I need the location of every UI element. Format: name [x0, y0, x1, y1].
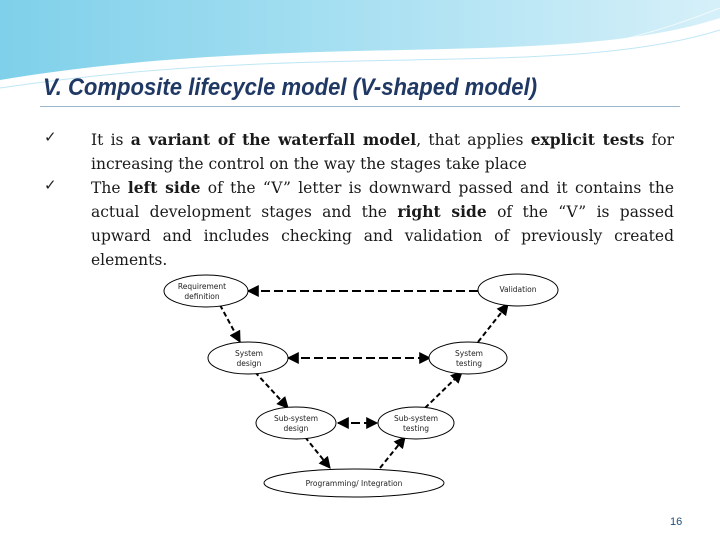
- node-label: design: [236, 359, 262, 368]
- node-requirement-definition: [164, 275, 248, 307]
- connector-systesting-to-validation: [478, 304, 508, 342]
- node-label: definition: [184, 292, 220, 301]
- connector-req-to-sysdesign: [220, 305, 240, 342]
- node-label: Sub-system: [393, 414, 439, 423]
- node-label: Requirement: [177, 282, 227, 291]
- node-validation: [478, 274, 558, 306]
- node-label: System: [455, 349, 483, 358]
- text-run: It is: [91, 131, 131, 149]
- node-label: Sub-system: [273, 414, 319, 423]
- checkmark-icon: ✓: [44, 128, 57, 146]
- text-run: of the “V” is passed upward and includes checking and validation of previously created elements.: [91, 203, 674, 269]
- text-run-bold: explicit tests: [530, 130, 645, 149]
- v-connectors: [220, 304, 508, 468]
- text-run-bold: left side: [127, 178, 201, 197]
- page-number: 16: [670, 516, 683, 528]
- connector-sysdesign-to-subdesign: [255, 372, 288, 408]
- text-run-bold: the waterfall model: [242, 130, 417, 149]
- node-label: Programming/ Integration: [305, 479, 403, 488]
- connector-subtesting-to-systesting: [425, 372, 462, 408]
- text-run: , that applies: [416, 131, 531, 149]
- text-run: for increasing the control on the way the stages take place: [91, 131, 674, 173]
- text-run-bold: a variant of: [130, 130, 235, 149]
- node-label: design: [283, 424, 309, 433]
- node-label: Validation: [499, 285, 537, 294]
- checkmark-icon: ✓: [44, 176, 57, 194]
- slide-title: V. Composite lifecycle model (V-shaped model): [43, 74, 538, 101]
- node-system-testing: [429, 342, 507, 374]
- node-subsystem-design: [256, 407, 336, 439]
- node-system-design: [208, 342, 288, 374]
- connector-subdesign-to-programming: [305, 437, 330, 468]
- text-run: The: [91, 179, 128, 197]
- node-label: System: [235, 349, 263, 358]
- node-label: testing: [402, 424, 430, 433]
- node-subsystem-testing: [378, 407, 454, 439]
- text-run: of the “V” letter is downward passed and it contains the actual development stages and the: [91, 179, 675, 221]
- connector-programming-to-subtesting: [380, 437, 405, 468]
- node-programming-integration: [264, 469, 444, 497]
- text-run-bold: right side: [397, 202, 487, 221]
- node-label: testing: [455, 359, 483, 368]
